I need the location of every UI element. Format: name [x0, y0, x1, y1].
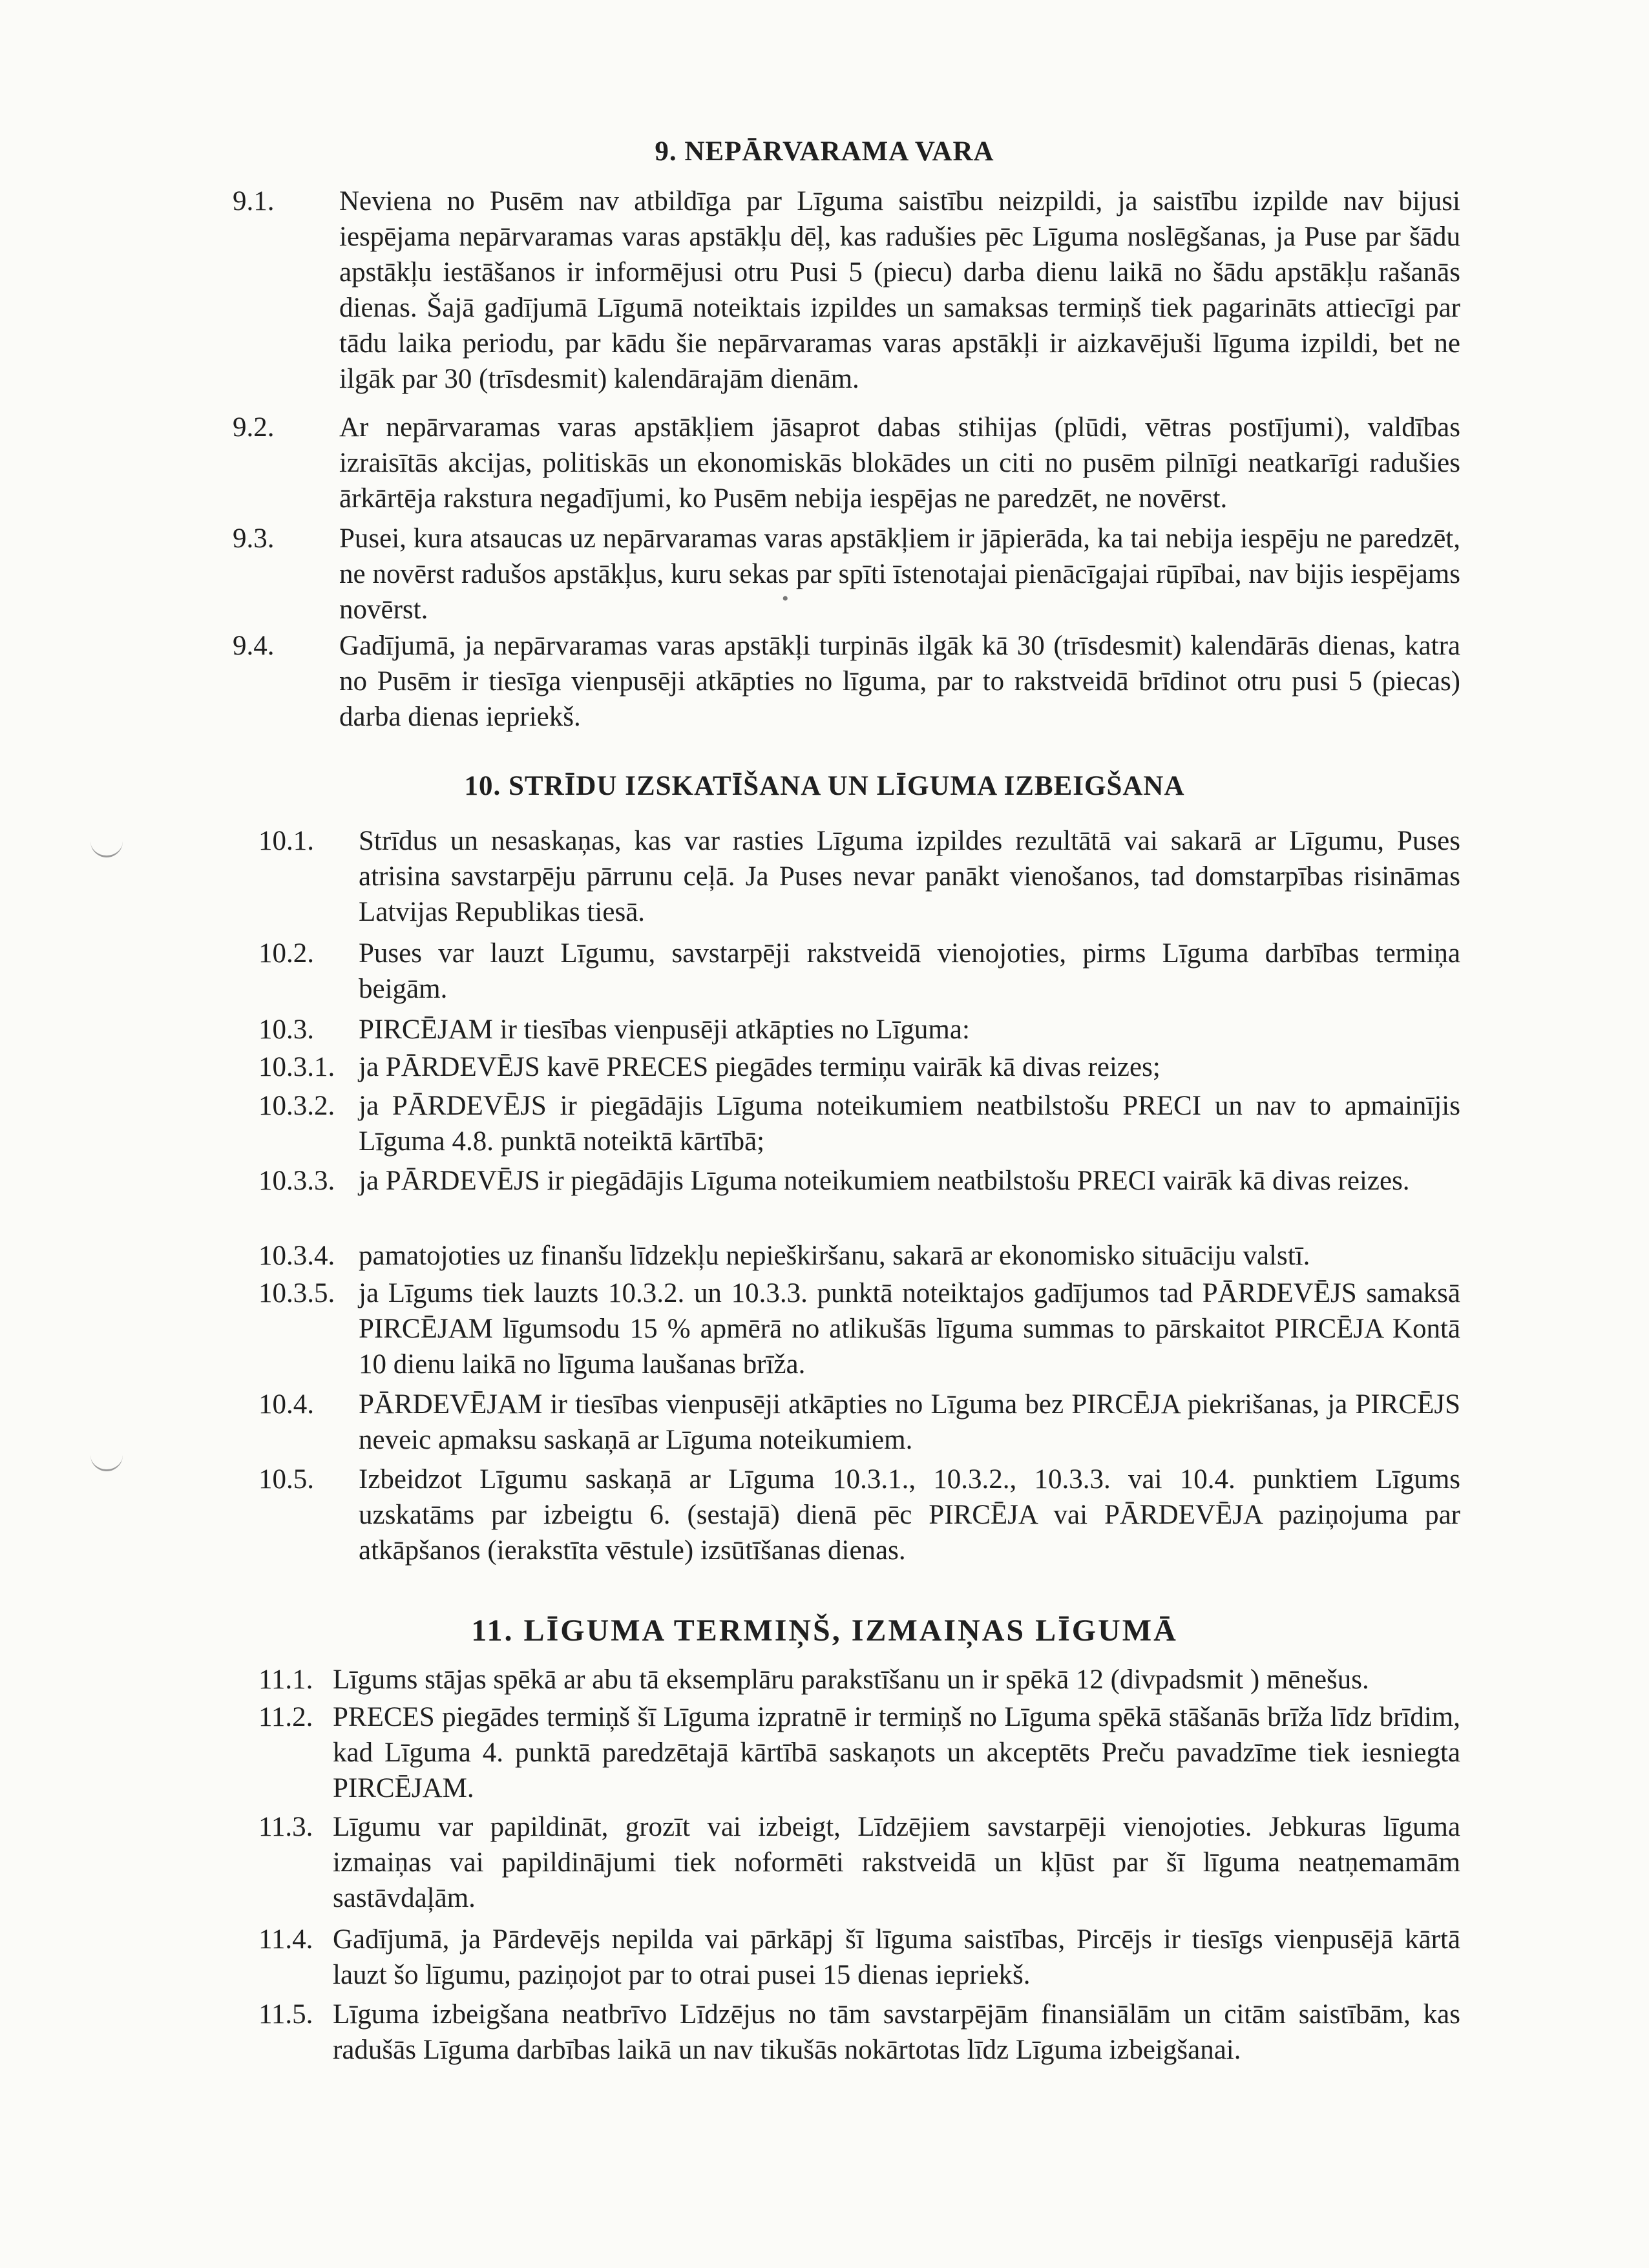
- clause-text: Neviena no Pusēm nav atbildīga par Līguma saistību neizpildi, ja saistību izpilde nav bijusi iespējama nepārvaramas varas apstākļu dēļ, kas radušies pēc Līguma noslēgšanas, ja Puse par šādu apstākļu iestāšanos ir informējusi otru Pusi 5 (piecu) darba dienu laikā no šādu apstākļu rašanās dienas. Šajā gadījumā Līgumā noteiktais izpildes un samaksas termiņš tiek pagarināts attiecīgi par tādu laika periodu, par kādu šie nepārvaramas varas apstākļi ir aizkavējuši līguma izpildi, bet ne ilgāk par 30 (trīsdesmit) kalendārajām dienām.: [339, 186, 1460, 394]
- clause-text: Līguma izbeigšana neatbrīvo Līdzējus no tām savstarpējām finansiālām un citām saistībām, kas radušās Līguma darbības laikā un nav tikušās nokārtotas līdz Līguma izbeigšanai.: [333, 1999, 1460, 2065]
- clause-9-1: [233, 184, 1460, 397]
- clause-text: Līgumu var papildināt, grozīt vai izbeigt, Līdzējiem savstarpēji vienojoties. Jebkuras līguma izmaiņas vai papildinājumi tiek noformēti rakstveidā un kļūst par šī līguma neatņemamām sastāvdaļām.: [333, 1812, 1460, 1913]
- clause-10-3-5: [258, 1276, 1460, 1382]
- clause-10-3-4: [258, 1238, 1460, 1274]
- clause-10-3: [258, 1012, 1460, 1047]
- clause-text: Strīdus un nesaskaņas, kas var rasties Līguma izpildes rezultātā vai sakarā ar Līgumu, Puses atrisina savstarpēju pārrunu ceļā. Ja Puses nevar panākt vienošanos, tad domstarpības risināmas Latvijas Republikas tiesā.: [359, 826, 1460, 927]
- clause-text: ja Līgums tiek lauzts 10.3.2. un 10.3.3. punktā noteiktajos gadījumos tad PĀRDEVĒJS samaksā PIRCĒJAM līgumsodu 15 % apmērā no atlikušās līguma summas to pārskaitot PIRCĒJA Kontā 10 dienu laikā no līguma laušanas brīža.: [359, 1278, 1460, 1380]
- clause-number: 10.5.: [258, 1464, 314, 1495]
- clause-10-3-1: [258, 1049, 1460, 1085]
- clause-10-5: [258, 1462, 1460, 1568]
- clause-text: Izbeidzot Līgumu saskaņā ar Līguma 10.3.1., 10.3.2., 10.3.3. vai 10.4. punktiem Līgums uzskatāms par izbeigtu 6. (sestajā) dienā pēc PIRCĒJA vai PĀRDEVĒJA paziņojuma par atkāpšanos (ierakstīta vēstule) izsūtīšanas dienas.: [359, 1464, 1460, 1566]
- clause-10-3-2: [258, 1088, 1460, 1159]
- clause-9-4: [233, 628, 1460, 735]
- clause-text: Gadījumā, ja Pārdevējs nepilda vai pārkāpj šī līguma saistības, Pircējs ir tiesīgs vienpusējā kārtā lauzt šo līgumu, paziņojot par to otrai pusei 15 dienas iepriekš.: [333, 1924, 1460, 1990]
- clause-text: Līgums stājas spēkā ar abu tā eksemplāru parakstīšanu un ir spēkā 12 (divpadsmit ) mēnešus.: [333, 1664, 1369, 1695]
- clause-number: 10.3.2.: [258, 1091, 335, 1121]
- clause-text: ja PĀRDEVĒJS ir piegādājis Līguma noteikumiem neatbilstošu PRECI vairāk kā divas reizes.: [359, 1166, 1410, 1196]
- clause-number: 10.3.4.: [258, 1241, 335, 1271]
- clause-number: 9.1.: [233, 186, 275, 216]
- clause-number: 11.1.: [258, 1664, 313, 1695]
- clause-text: PIRCĒJAM ir tiesības vienpusēji atkāpties no Līguma:: [359, 1014, 970, 1045]
- clause-10-4: [258, 1387, 1460, 1458]
- clause-11-4: [258, 1922, 1460, 1993]
- clause-number: 10.3.3.: [258, 1166, 335, 1196]
- clause-number: 9.2.: [233, 412, 275, 443]
- clause-11-3: [258, 1809, 1460, 1916]
- clause-text: PĀRDEVĒJAM ir tiesības vienpusēji atkāpties no Līguma bez PIRCĒJA piekrišanas, ja PIRCĒJS neveic apmaksu saskaņā ar Līguma noteikumiem.: [359, 1389, 1460, 1455]
- clause-number: 10.3.5.: [258, 1278, 335, 1308]
- clause-number: 9.3.: [233, 523, 275, 554]
- clause-10-3-3: [258, 1163, 1460, 1199]
- clause-text: Puses var lauzt Līgumu, savstarpēji rakstveidā vienojoties, pirms Līguma darbības termiņa beigām.: [359, 938, 1460, 1004]
- section-heading-9: 9. NEPĀRVARAMA VARA: [655, 136, 994, 167]
- clause-number: 10.1.: [258, 826, 314, 856]
- clause-11-2: [258, 1699, 1460, 1806]
- section-heading-11: 11. LĪGUMA TERMIŅŠ, IZMAIŅAS LĪGUMĀ: [471, 1613, 1178, 1648]
- clause-text: Pusei, kura atsaucas uz nepārvaramas varas apstākļiem ir jāpierāda, ka tai nebija iespēju ne paredzēt, ne novērst radušos apstākļus, kuru sekas par spīti īstenotajai pienācīgajai rūpībai, nav bijis iespējams novērst.: [339, 523, 1460, 625]
- clause-number: 11.3.: [258, 1812, 313, 1842]
- clause-10-2: [258, 936, 1460, 1007]
- clause-number: 9.4.: [233, 631, 275, 661]
- clause-9-2: [233, 410, 1460, 516]
- clause-text: Ar nepārvaramas varas apstākļiem jāsaprot dabas stihijas (plūdi, vētras postījumi), valdības izraisītās akcijas, politiskās un ekonomiskās blokādes un citi no pusēm pilnīgi neatkarīgi radušies ārkārtēja rakstura negadījumi, ko Pusēm nebija iespējas ne paredzēt, ne novērst.: [339, 412, 1460, 514]
- clause-text: PRECES piegādes termiņš šī Līguma izpratnē ir termiņš no Līguma spēkā stāšanās brīža līdz brīdim, kad Līguma 4. punktā paredzētajā kārtībā saskaņots un akceptēts Preču pavadzīme tiek iesniegta PIRCĒJAM.: [333, 1702, 1460, 1803]
- clause-text: ja PĀRDEVĒJS kavē PRECES piegādes termiņu vairāk kā divas reizes;: [359, 1052, 1161, 1082]
- clause-11-1: [258, 1662, 1460, 1697]
- punch-hole-mark: [90, 1454, 123, 1471]
- clause-number: 11.2.: [258, 1702, 313, 1732]
- clause-text: ja PĀRDEVĒJS ir piegādājis Līguma noteikumiem neatbilstošu PRECI un nav to apmainījis Līguma 4.8. punktā noteiktā kārtībā;: [359, 1091, 1460, 1157]
- clause-number: 10.3.1.: [258, 1052, 335, 1082]
- clause-9-3: [233, 521, 1460, 627]
- scan-speck: •: [782, 588, 789, 609]
- punch-hole-mark: [90, 840, 123, 857]
- clause-text: Gadījumā, ja nepārvaramas varas apstākļi turpinās ilgāk kā 30 (trīsdesmit) kalendārās dienas, katra no Pusēm ir tiesīga vienpusēji atkāpties no līguma, par to rakstveidā brīdinot otru pusi 5 (piecas) darba dienas iepriekš.: [339, 631, 1460, 732]
- clause-text: pamatojoties uz finanšu līdzekļu nepieškiršanu, sakarā ar ekonomisko situāciju valstī.: [359, 1241, 1310, 1271]
- section-heading-10: 10. STRĪDU IZSKATĪŠANA UN LĪGUMA IZBEIGŠANA: [464, 771, 1185, 801]
- clause-number: 11.4.: [258, 1924, 313, 1955]
- clause-10-1: [258, 823, 1460, 930]
- clause-number: 10.2.: [258, 938, 314, 969]
- clause-number: 10.3.: [258, 1014, 314, 1045]
- clause-number: 10.4.: [258, 1389, 314, 1420]
- clause-11-5: [258, 1997, 1460, 2068]
- clause-number: 11.5.: [258, 1999, 313, 2030]
